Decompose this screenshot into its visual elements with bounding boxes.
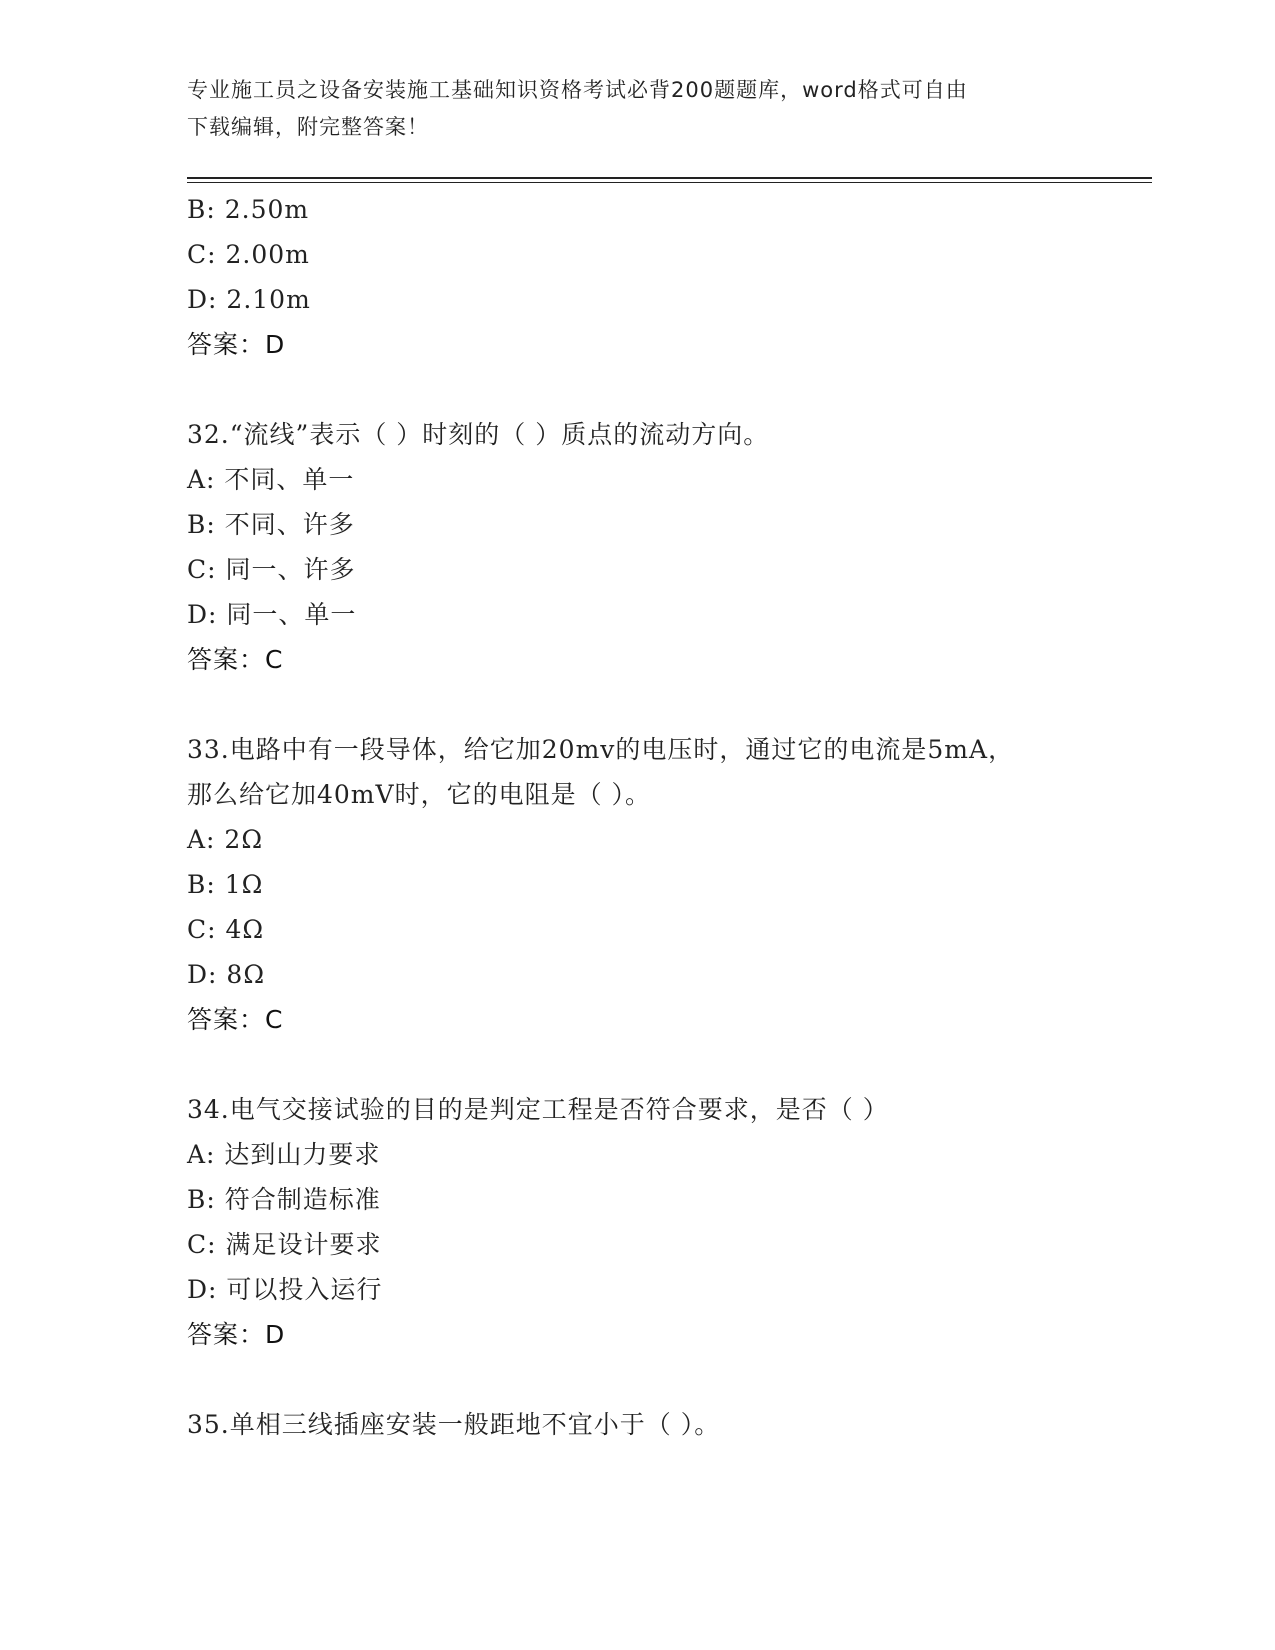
q31-option-d: D: 2.10m [187,285,311,314]
header-divider-thick [187,177,1152,179]
q33-question-line-2: 那么给它加40mV时，它的电阻是（ ）。 [187,780,652,809]
header-divider-thin [187,182,1152,183]
q34-option-a: A: 达到山力要求 [187,1140,381,1169]
q33-option-c: C: 4Ω [187,915,265,944]
q33-answer: 答案：C [187,1005,284,1034]
q34-option-b: B: 符合制造标准 [187,1185,381,1214]
q34-option-c: C: 满足设计要求 [187,1230,382,1259]
q34-answer: 答案：D [187,1320,286,1349]
q31-option-b: B: 2.50m [187,195,310,224]
q32-option-a: A: 不同、单一 [187,465,355,494]
q33-question-line-1: 33.电路中有一段导体，给它加20mv的电压时，通过它的电流是5mA， [187,735,1015,764]
q33-option-b: B: 1Ω [187,870,264,899]
q33-option-a: A: 2Ω [187,825,264,854]
q34-question: 34.电气交接试验的目的是判定工程是否符合要求，是否（ ） [187,1095,889,1124]
document-header [187,72,1087,146]
q32-option-b: B: 不同、许多 [187,510,355,539]
q32-option-d: D: 同一、单一 [187,600,357,629]
q32-answer: 答案：C [187,645,284,674]
q35-question: 35.单相三线插座安装一般距地不宜小于（ ）。 [187,1410,721,1439]
header-title-line-2: 下载编辑，附完整答案！ [187,115,429,139]
q33-option-d: D: 8Ω [187,960,266,989]
q31-option-c: C: 2.00m [187,240,310,269]
q31-answer: 答案：D [187,330,286,359]
header-title-line-1: 专业施工员之设备安装施工基础知识资格考试必背200题题库，word格式可自由 [187,78,968,102]
q32-question: 32.“流线”表示（ ）时刻的（ ）质点的流动方向。 [187,420,770,449]
q34-option-d: D: 可以投入运行 [187,1275,383,1304]
q32-option-c: C: 同一、许多 [187,555,356,584]
